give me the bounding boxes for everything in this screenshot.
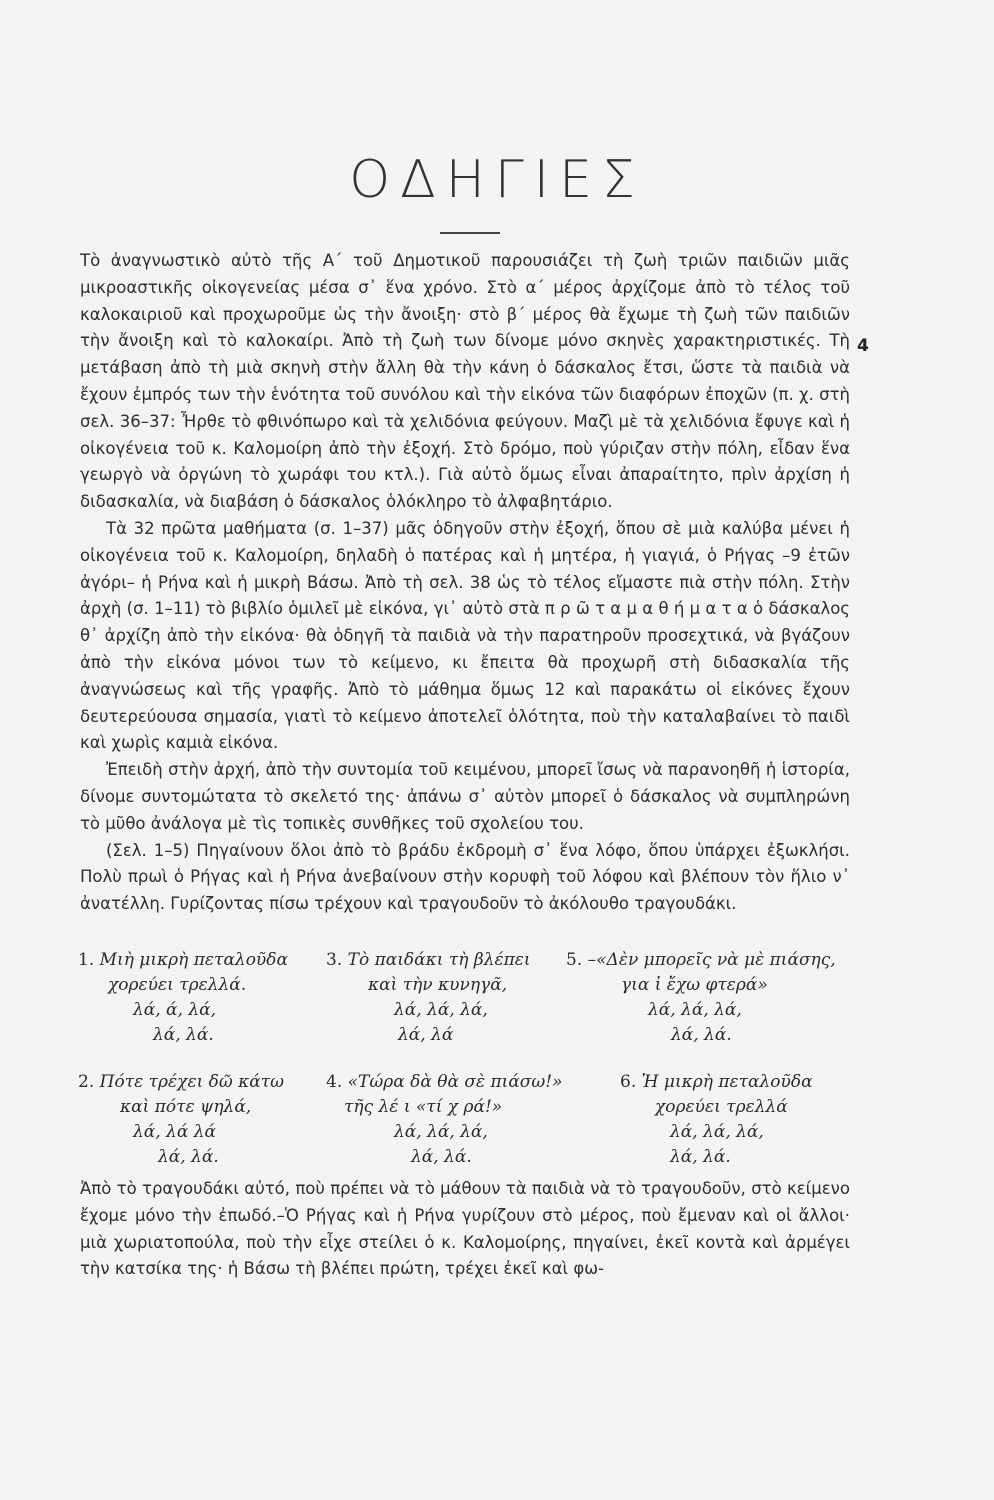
poem-line: «Τώρα δὰ θὰ σὲ πιάσω!» [347,1072,563,1092]
poem-stanza-1 [78,948,288,1048]
paragraph: (Σελ. 1–5) Πηγαίνουν ὅλοι ἀπὸ τὸ βράδυ ἐκδρομὴ σ᾽ ἕνα λόφο, ὅπου ὑπάρχει ἐξωκλήσι. Πολὺ πρωὶ ὁ Ρήγας καὶ ἡ Ρήνα ἀνεβαίνουν στὴν κορυφὴ τοῦ λόφου καὶ βλέπουν τὸν ἥλιο ν᾽ ἀνατέλλη. Γυρίζοντας πίσω τρέχουν καὶ τραγουδοῦν τὸ ἀκόλουθο τραγουδάκι. [80,840,850,914]
stanza-number: 3. [326,950,343,970]
poem-line: λά, λά. [158,1147,219,1167]
poem-line: λά, λά, λά, [648,1000,742,1020]
closing-paragraph [80,1176,850,1283]
stanza-number: 6. [620,1072,637,1092]
poem-stanza-5 [566,948,836,1048]
instructions-body [80,248,850,918]
page-number: 4 [857,336,869,356]
poem-line: καὶ τὴν κυνηγᾶ, [368,975,508,995]
poem-line: λά, λά. [153,1025,214,1045]
poem-stanza-6 [620,1070,813,1170]
poem-line: λά, λά. [671,1025,732,1045]
poem-line: για ἰ ἔχω φτερά» [621,975,768,995]
stanza-number: 5. [566,950,583,970]
poem-stanza-3 [326,948,531,1048]
poem-line: λά, λά, λά, [670,1122,764,1142]
poem-line: λά, λά, λά, [394,1122,488,1142]
poem-stanza-2 [78,1070,284,1170]
title-divider [440,232,500,234]
poem-line: χορεύει τρελλά [655,1097,788,1117]
poem-line: λά, λά [398,1025,454,1045]
poem-line: Μιὴ μικρὴ πεταλοῦδα [99,950,288,970]
poem-line: Τὸ παιδάκι τὴ βλέπει [347,950,531,970]
poem-line: λά, ά, λά, [133,1000,217,1020]
paragraph: Ἀπὸ τὸ τραγουδάκι αὐτό, ποὺ πρέπει νὰ τὸ μάθουν τὰ παιδιὰ νὰ τὸ τραγουδοῦν, στὸ κείμενο ἔχομε μόνο τὴν ἐπωδό.–Ὁ Ρήγας καὶ ἡ Ρήνα γυρίζουν στὸ μέρος, ποὺ ἔμεναν καὶ οἱ ἄλλοι· μιὰ χωριατοπούλα, ποὺ τὴν εἶχε στείλει ὁ κ. Καλομοίρης, πηγαίνει, ἐκεῖ κοντὰ καὶ ἀρμέγει τὴν κατσίκα της· ἡ Βάσω τὴ βλέπει πρώτη, τρέχει ἐκεῖ καὶ φω- [80,1179,850,1279]
page-title: ΟΔΗΓΙΕΣ [349,150,645,210]
poem-stanza-4 [326,1070,563,1170]
poem-line: τῆς λέ ι «τί χ ρά!» [344,1097,503,1117]
paragraph: Τὰ 32 πρῶτα μαθήματα (σ. 1–37) μᾶς ὁδηγοῦν στὴν ἐξοχή, ὅπου σὲ μιὰ καλύβα μένει ἡ οἰκογένεια τοῦ κ. Καλομοίρη, δηλαδὴ ὁ πατέρας καὶ ἡ μητέρα, ἡ γιαγιά, ὁ Ρήγας –9 ἐτῶν ἀγόρι– ἡ Ρήνα καὶ ἡ μικρὴ Βάσω. Ἀπὸ τὴ σελ. 38 ὡς τὸ τέλος εἴμαστε πιὰ στὴν πόλη. Στὴν ἀρχὴ (σ. 1–11) τὸ βιβλίο ὁμιλεῖ μὲ εἰκόνα, γι᾽ αὐτὸ στὰ π ρ ῶ τ α μ α θ ή μ α τ α ὁ δάσκαλος θ᾽ ἀρχίζη ἀπὸ τὴν εἰκόνα· θὰ ὁδηγῆ τὰ παιδιὰ νὰ τὴν παρατηροῦν προσεχτικά, νὰ βγάζουν ἀπὸ τὴν εἰκόνα μόνοι των τὸ κείμενο, κι ἔπειτα θὰ προχωρῆ στὴ διδασκαλία τῆς ἀναγνώσεως καὶ τῆς γραφῆς. Ἀπὸ τὸ μάθημα ὅμως 12 καὶ παρακάτω οἱ εἰκόνες ἔχουν δευτερεύουσα σημασία, γιατὶ τὸ κείμενο ἀποτελεῖ ὁλότητα, ποὺ τὴν καταλαβαίνει τὸ παιδὶ καὶ χωρὶς καμιὰ εἰκόνα. [80,518,850,753]
poem-line: λά, λά λά [133,1122,216,1142]
poem-line: –«Δὲν μπορεῖς νὰ μὲ πιάσης, [587,950,836,970]
poem-line: καὶ πότε ψηλά, [120,1097,252,1117]
paragraph: Ἐπειδὴ στὴν ἀρχή, ἀπὸ τὴν συντομία τοῦ κειμένου, μπορεῖ ἴσως νὰ παρανοηθῆ ἡ ἱστορία, δίνομε συντομώτατα τὸ σκελετό της· ἀπάνω σ᾽ αὐτὸν μπορεῖ ὁ δάσκαλος νὰ συμπληρώνη τὸ μῦθο ἀνάλογα μὲ τὶς τοπικὲς συνθῆκες τοῦ σχολείου του. [80,760,850,833]
stanza-number: 1. [78,950,95,970]
poem-line: Πότε τρέχει δῶ κάτω [99,1072,285,1092]
poem-line: λά, λά. [670,1147,731,1167]
poem-line: λά, λά. [411,1147,472,1167]
paragraph: Τὸ ἀναγνωστικὸ αὐτὸ τῆς Α΄ τοῦ Δημοτικοῦ παρουσιάζει τὴ ζωὴ τριῶν παιδιῶν μιᾶς μικροαστικῆς οἰκογενείας μέσα σ᾽ ἕνα χρόνο. Στὸ α΄ μέρος ἀρχίζομε ἀπὸ τὸ τέλος τοῦ καλοκαιριοῦ καὶ προχωροῦμε ὡς τὴν ἄνοιξη· στὸ β΄ μέρος θὰ ἔχωμε τὴ ζωὴ τῶν παιδιῶν τὴν ἄνοιξη καὶ τὸ καλοκαίρι. Ἀπὸ τὴ ζωὴ των δίνομε μόνο σκηνὲς χαρακτηριστικές. Τὴ μετάβαση ἀπὸ τὴ μιὰ σκηνὴ στὴν ἄλλη θὰ τὴν κάνη ὁ δάσκαλος ἔτσι, ὥστε τὰ παιδιὰ νὰ ἔχουν ἐμπρός των τὴν ἑνότητα τοῦ συνόλου καὶ τὴν εἰκόνα τῶν διαφόρων ἐποχῶν (π. χ. στὴ σελ. 36–37: Ἦρθε τὸ φθινόπωρο καὶ τὰ χελιδόνια φεύγουν. Μαζὶ μὲ τὰ χελιδόνια ἔφυγε καὶ ἡ οἰκογένεια τοῦ κ. Καλομοίρη ἀπὸ τὴν ἐξοχή. Στὸ δρόμο, ποὺ γύριζαν στὴν πόλη, εἶδαν ἕνα γεωργὸ νὰ ὀργώνη τὸ χωράφι του κτλ.). Γιὰ αὐτὸ ὅμως εἶναι ἀπαραίτητο, πρὶν ἀρχίση ἡ διδασκαλία, νὰ διαβάση ὁ δάσκαλος ὁλόκληρο τὸ ἀλφαβητάριο. [80,251,850,512]
poem-line: χορεύει τρελλά. [108,975,247,995]
poem-line: λά, λά, λά, [394,1000,488,1020]
poem-line: Ἡ μικρὴ πεταλοῦδα [641,1072,813,1092]
stanza-number: 4. [326,1072,343,1092]
stanza-number: 2. [78,1072,95,1092]
